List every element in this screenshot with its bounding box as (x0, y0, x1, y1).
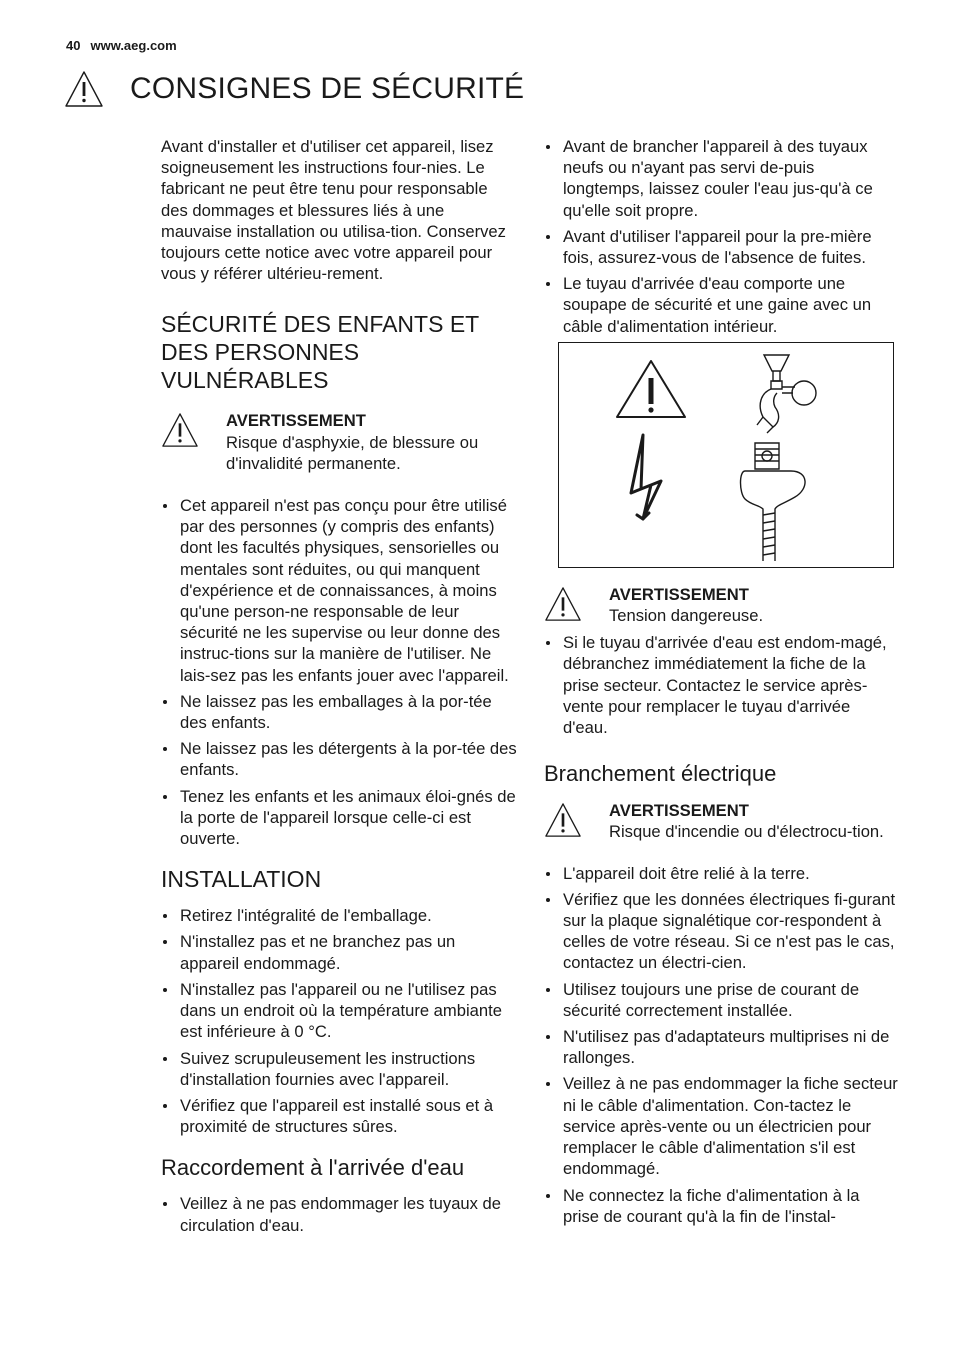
children-safety-list (161, 495, 517, 849)
list-item: N'utilisez pas d'adaptateurs multiprises ni de rallonges. (544, 1026, 898, 1068)
electrical-warning (544, 800, 898, 842)
children-safety-heading: SÉCURITÉ DES ENFANTS ET DES PERSONNES VULNÉRABLES (161, 311, 479, 394)
children-warning (161, 410, 517, 474)
list-item: Veillez à ne pas endommager la fiche secteur ni le câble d'alimentation. Con-tactez le service après-vente ou un électricien pour remplacer le câble d'alimentation s'il est endommagé. (544, 1073, 898, 1179)
page-title: CONSIGNES DE SÉCURITÉ (130, 72, 525, 105)
list-item: L'appareil doit être relié à la terre. (544, 863, 898, 884)
warning-title: AVERTISSEMENT (609, 801, 749, 821)
water-connection-heading: Raccordement à l'arrivée d'eau (161, 1155, 465, 1181)
hose-diagram (559, 343, 893, 567)
left-column (161, 136, 517, 1241)
list-item: Le tuyau d'arrivée d'eau comporte une soupape de sécurité et une gaine avec un câble d'alimentation intérieur. (544, 273, 898, 337)
list-item: Utilisez toujours une prise de courant de sécurité correctement installée. (544, 979, 898, 1021)
voltage-warning (544, 584, 898, 626)
list-item: N'installez pas et ne branchez pas un appareil endommagé. (161, 931, 517, 973)
list-item: Ne connectez la fiche d'alimentation à la prise de courant qu'à la fin de l'instal- (544, 1185, 898, 1227)
warning-text: Tension dangereuse. (609, 606, 764, 626)
list-item: Avant de brancher l'appareil à des tuyaux neufs ou n'ayant pas servi de-puis longtemps, laissez couler l'eau jus-qu'à ce qu'elle soit propre. (544, 136, 898, 221)
list-item: Ne laissez pas les emballages à la por-tée des enfants. (161, 691, 517, 733)
list-item: Suivez scrupuleusement les instructions d'installation fournies avec l'appareil. (161, 1048, 517, 1090)
website-url: www.aeg.com (90, 38, 177, 53)
list-item: Cet appareil n'est pas conçu pour être utilisé par des personnes (y compris des enfants) dont les facultés physiques, sensorielles ou mentales sont réduites, ou qui manquent d'expérience et de connaissances, à moins qu'une person-ne responsable de leur sécurité ne les supervise ou leur donne des instruc-tions sur la manière de l'utiliser. Ne lais-sez pas les enfants jouer avec l'appareil. (161, 495, 517, 686)
lightning-bolt-icon (631, 435, 661, 519)
water-tap-icon (757, 355, 816, 433)
list-item: Avant d'utiliser l'appareil pour la pre-mière fois, assurez-vous de l'absence de fuites. (544, 226, 898, 268)
warning-text: Risque d'incendie ou d'électrocu-tion. (609, 822, 884, 842)
water-connection-list-continued (544, 136, 898, 337)
warning-triangle-icon (544, 802, 582, 838)
warning-triangle-icon (161, 412, 199, 448)
warning-triangle-icon (617, 361, 685, 417)
warning-title: AVERTISSEMENT (226, 411, 366, 431)
warning-triangle-icon (544, 586, 582, 622)
warning-title: AVERTISSEMENT (609, 584, 749, 604)
right-column (544, 136, 898, 1232)
list-item: N'installez pas l'appareil ou ne l'utilisez pas dans un endroit où la température ambiante est inférieure à 0 °C. (161, 979, 517, 1043)
water-hose-illustration (558, 342, 894, 568)
list-item: Tenez les enfants et les animaux éloi-gnés de la porte de l'appareil lorsque celle-ci est ouverte. (161, 786, 517, 850)
installation-list (161, 905, 517, 1137)
warning-triangle-icon (64, 70, 104, 108)
water-connection-list (161, 1193, 517, 1235)
list-item: Vérifiez que l'appareil est installé sous et à proximité de structures sûres. (161, 1095, 517, 1137)
installation-heading: INSTALLATION (161, 866, 322, 893)
title-row (64, 70, 524, 108)
inlet-hose-icon (741, 443, 806, 561)
intro-paragraph: Avant d'installer et d'utiliser cet appareil, lisez soigneusement les instructions four-nies. Le fabricant ne peut être tenu pour responsable des dommages et blessures liés à une mauvaise installation ou utilisa-tion. Conservez toujours cette notice avec votre appareil pour vous y référer ultérieu-rement. (161, 137, 506, 284)
warning-text: Risque d'asphyxie, de blessure ou d'invalidité permanente. (226, 432, 479, 473)
list-item: Ne laissez pas les détergents à la por-tée des enfants. (161, 738, 517, 780)
list-item: Si le tuyau d'arrivée d'eau est endom-magé, débranchez immédiatement la fiche de la prise secteur. Contactez le service après-vente pour remplacer le tuyau d'arrivée d'eau. (544, 632, 898, 738)
electrical-heading: Branchement électrique (544, 761, 777, 787)
list-item: Vérifiez que les données électriques fi-gurant sur la plaque signalétique cor-respondent à celles de votre réseau. Si ce n'est pas le cas, contactez un électri-cien. (544, 889, 898, 974)
hose-damage-list (544, 632, 898, 738)
page-header (66, 38, 177, 53)
list-item: Retirez l'intégralité de l'emballage. (161, 905, 517, 926)
list-item: Veillez à ne pas endommager les tuyaux de circulation d'eau. (161, 1193, 517, 1235)
electrical-list (544, 863, 898, 1227)
page-number: 40 (66, 38, 81, 53)
